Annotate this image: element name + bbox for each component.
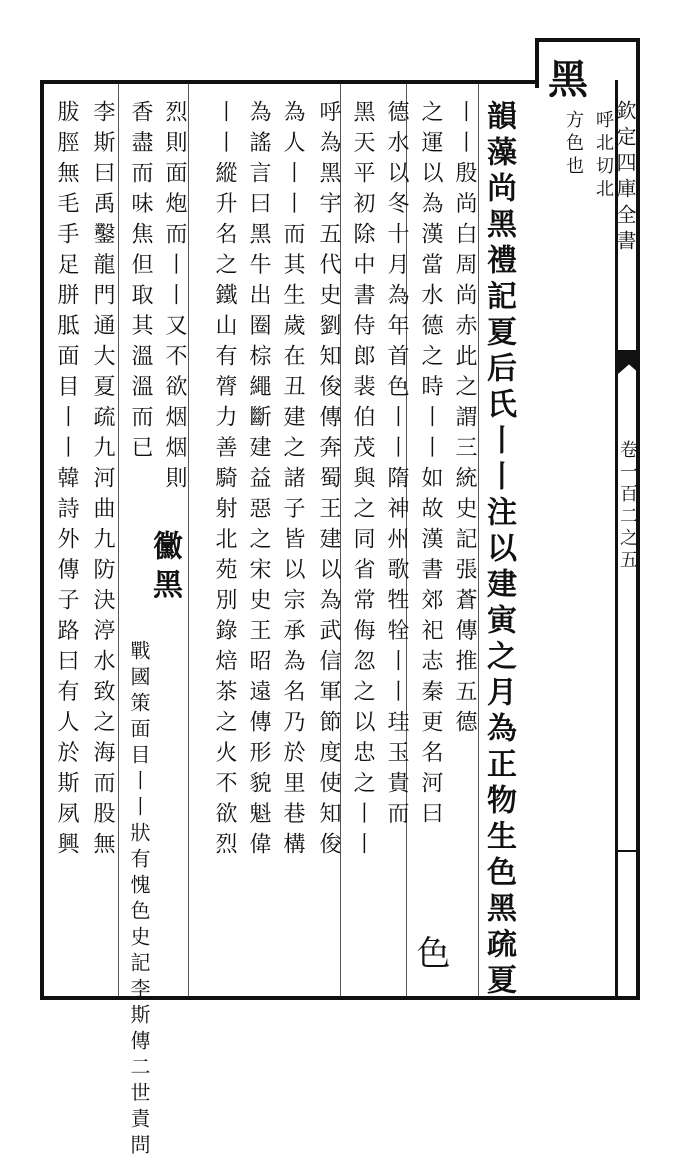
side-volume: 卷一百二之五 (617, 440, 638, 572)
column-rule (118, 84, 119, 996)
fishtail-line (618, 850, 640, 852)
inline-note: 戰國策面目丨丨狀有愧色史記李斯傳二世責問 (127, 640, 151, 1160)
text-column: 之運以為漢當水德之時丨丨如故漢書郊祀志秦更名河曰 (418, 100, 443, 832)
inline-term-heiyin: 黴黑 (147, 530, 182, 607)
column-rule (188, 84, 189, 996)
text-column: 為人丨丨而其生歲在丑建之諸子皆以宗承為名乃於里巷構 (280, 100, 305, 863)
text-column: 為謠言曰黑牛出圈棕繩斷建益惡之宋史王昭遠傳形貌魁偉 (246, 100, 271, 863)
side-title: 欽定四庫全書 (613, 100, 637, 256)
text-column: 丨丨縱升名之鐵山有膂力善騎射北苑別錄焙茶之火不欲烈 (212, 100, 237, 863)
text-column: 胈脛無毛手足胼胝面目丨丨韓詩外傳子路曰有人於斯夙興 (54, 100, 79, 863)
text-column (481, 100, 516, 1000)
text-column: 丨丨殷尚白周尚赤此之謂三統史記張蒼傳推五德 (452, 100, 477, 741)
text-column: 李斯曰禹鑿龍門通大夏疏九河曲九防決渟水致之海而股無 (90, 100, 115, 863)
head-character: 黑 (548, 56, 588, 103)
gloss-line-1: 呼北切北 (593, 110, 614, 202)
text-column: 德水以冬十月為年首色丨丨隋神州歌牲牷丨丨珪玉貴而 (384, 100, 409, 832)
text-column: 呼為黑宇五代史劉知俊傳奔蜀王建以為武信軍節度使知俊 (316, 100, 341, 863)
column-rule (478, 84, 479, 996)
inline-term-se: 色 (410, 935, 450, 978)
gloss-line-2: 方色也 (563, 110, 584, 179)
entry-term: 韻藻尚黑禮記夏后氏丨丨注以建寅之月為正物生色黑疏夏 (481, 100, 516, 1000)
text-column: 香盡而味焦但取其溫溫而已 (128, 100, 153, 466)
text-column: 黑天平初除中書侍郎裴伯茂與之同省常侮忽之以忠之丨丨 (350, 100, 375, 863)
text-column: 烈則面炮而丨丨又不欲烟烟則 (162, 100, 187, 497)
